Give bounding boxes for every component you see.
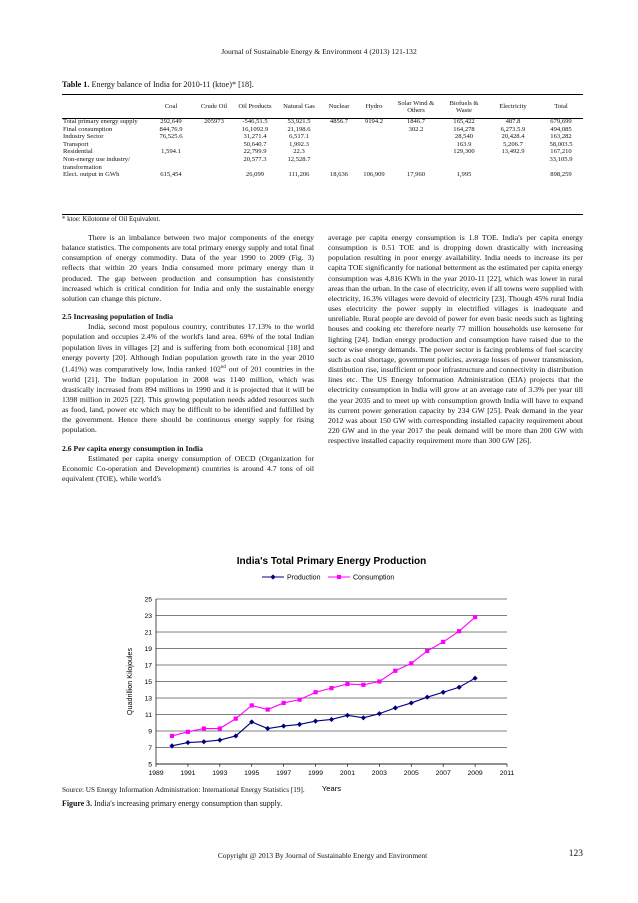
y-tick-label: 25 (144, 596, 152, 604)
data-point-consumption (441, 640, 445, 644)
table-cell: 1,995 (456, 171, 472, 179)
y-tick-label: 19 (144, 646, 152, 653)
data-point-consumption (361, 683, 365, 687)
energy-balance-table (62, 96, 583, 179)
paragraph: Estimated per capita energy consumption of OECD (Organization for Economic Co-operation and Development) countries is around 4.7 tons of oil equivalent (TOE), while world's (62, 453, 314, 483)
table-row (62, 156, 583, 171)
table-caption-text: Energy balance of India for 2010-11 (ktoe)* [18]. (89, 80, 254, 89)
table-row (62, 141, 583, 149)
y-tick-label: 9 (148, 728, 152, 736)
table-cell: 6,273.5.9 (500, 125, 526, 133)
column-header: Hydro (365, 103, 383, 111)
table-cell (391, 156, 441, 171)
y-tick-label: 15 (144, 679, 152, 686)
table-cell: 679,699 (550, 118, 572, 125)
figure-caption-text: India's increasing primary energy consumption than supply. (92, 799, 283, 808)
data-point-production (393, 705, 398, 710)
paragraph-text: out of 201 countries in the world [21]. The Indian population in 2008 was 1140 million, which was drastically increased from 894 millions in 1990 and it is projected that it will be 1398 million in 2025 [22]. This growing population needs added resources such as food, land, power etc which may be difficult to be identified and fulfilled by the government. Hence there should be continuous energy supply for rising population. (62, 364, 314, 435)
table-cell (195, 156, 233, 171)
table-cell (357, 148, 391, 156)
data-point-consumption (297, 698, 301, 702)
paragraph (62, 322, 314, 435)
table-cell: 76,525.6 (159, 133, 183, 141)
section-heading: 2.6 Per capita energy consumption in India (62, 443, 204, 453)
table-cell: 111,206 (288, 171, 310, 179)
figure-caption-label: Figure 3. (62, 799, 93, 808)
data-point-consumption (186, 730, 190, 734)
data-point-production (313, 719, 318, 724)
data-point-consumption (313, 690, 317, 694)
data-point-consumption (409, 661, 413, 665)
series-line-production (172, 678, 475, 746)
column-header: Total (554, 103, 568, 111)
legend-label: Consumption (353, 574, 395, 582)
table-cell: 21,198.6 (287, 125, 311, 133)
table-cell: 487.8 (505, 118, 521, 125)
x-tick-label: 1999 (307, 770, 324, 777)
data-point-production (329, 717, 334, 722)
data-point-consumption (170, 734, 174, 738)
table-cell: 9194.2 (364, 118, 384, 125)
row-label: Non-energy use industry/ transformation (63, 155, 130, 171)
table-cell: 20,577.3 (243, 155, 267, 163)
figure-caption (62, 799, 282, 808)
row-label: Industry Sector (63, 133, 104, 141)
table-cell (321, 156, 357, 171)
table-cell (441, 156, 487, 171)
table-cell: 106,909 (363, 171, 385, 179)
column-header: Electricity (499, 103, 527, 111)
table-cell: 163.9 (456, 140, 472, 148)
paragraph-text: India, second most populous country, contributes 17.13% to the world population and occupies 2.4% of the world's land area. 69% of the total Indian population lives in villages [2] and is suffering from both economical [18] and energy poverty [20]. Although Indian population growth rate in the year 2010 (1.41%) was comparatively low, India ranked 102 (62, 322, 314, 374)
x-tick-label: 1991 (180, 770, 196, 777)
table-cell: 1846.7 (406, 118, 426, 125)
table-cell: 844,76.9 (159, 125, 183, 133)
x-tick-label: 2007 (435, 770, 451, 777)
row-label: Final consumption (63, 125, 113, 133)
data-point-production (441, 690, 446, 695)
right-text-column (328, 233, 583, 446)
page-number: 123 (568, 849, 583, 859)
data-point-consumption (457, 629, 461, 633)
table-cell: 167,210 (550, 148, 572, 156)
table-cell: 615,454 (160, 171, 182, 179)
section-heading: 2.5 Increasing population of India (62, 312, 174, 322)
table-row (62, 126, 583, 134)
copyright-text: Copyright @ 2013 By Journal of Sustainable Energy and Environment (217, 851, 428, 860)
table-header-row (62, 96, 583, 118)
data-point-consumption (377, 679, 381, 683)
y-tick-label: 17 (144, 662, 152, 670)
running-header: Journal of Sustainable Energy & Environment 4 (2013) 121-132 (221, 47, 417, 56)
table-cell: 4856.7 (329, 118, 349, 125)
table-cell: 13,492.9 (501, 148, 525, 156)
table-cell (391, 141, 441, 149)
data-point-consumption (393, 669, 397, 673)
row-label: Elect. output in GWh (63, 171, 120, 179)
table-cell: 58,003.5 (549, 140, 573, 148)
y-tick-label: 13 (144, 695, 152, 703)
data-point-consumption (202, 726, 206, 730)
data-point-production (297, 722, 302, 727)
table-cell: 6,517.1 (289, 133, 309, 141)
table-cell: 164,278 (453, 125, 475, 133)
energy-production-chart (62, 550, 583, 800)
data-point-consumption (218, 726, 222, 730)
table-cell: 33,105.9 (549, 155, 573, 163)
table-cell: 16,1092.9 (241, 125, 269, 133)
table-cell (391, 148, 441, 156)
table-cell (321, 133, 357, 141)
data-point-production (409, 700, 414, 705)
data-point-consumption (234, 717, 238, 721)
row-label: Total primary energy supply (63, 118, 138, 125)
data-point-production (201, 739, 206, 744)
data-point-consumption (473, 615, 477, 619)
y-tick-label: 11 (144, 712, 152, 719)
table-cell: 302.2 (408, 125, 424, 133)
table-cell: 22,799.9 (243, 148, 267, 156)
table-cell (357, 133, 391, 141)
data-point-production (457, 685, 462, 690)
table-cell (321, 148, 357, 156)
table-cell: -546,51.5 (242, 118, 268, 125)
table-cell: 26,099 (245, 171, 265, 179)
y-tick-label: 7 (148, 745, 152, 752)
data-point-consumption (266, 707, 270, 711)
table-cell: 163,282 (550, 133, 572, 141)
table-cell: 50,640.7 (243, 140, 267, 148)
table-row (62, 148, 583, 156)
table-cell (321, 141, 357, 149)
column-header: Coal (164, 103, 178, 111)
table-row (62, 118, 583, 126)
figure-source: Source: US Energy Information Administration: International Energy Statistics [19]. (62, 786, 305, 794)
column-header: Nuclear (328, 103, 350, 111)
table-caption-label: Table 1. (62, 80, 90, 89)
table-cell: 31,271.4 (243, 133, 267, 141)
table-cell (195, 133, 233, 141)
table-cell (357, 126, 391, 134)
table-cell (487, 171, 539, 179)
row-label: Transport (63, 140, 89, 148)
x-tick-label: 1993 (212, 770, 228, 777)
x-tick-label: 2001 (339, 770, 356, 777)
chart-title: India's Total Primary Energy Production (236, 556, 427, 567)
data-point-production (361, 715, 366, 720)
column-header: Solar Wind & Others (397, 99, 435, 114)
table-cell (147, 156, 195, 171)
table-cell (195, 148, 233, 156)
table-cell (487, 156, 539, 171)
data-point-production (217, 737, 222, 742)
data-point-consumption (250, 703, 254, 707)
table-row (62, 133, 583, 141)
table-cell: 17,960 (406, 171, 426, 179)
table-cell: 898,259 (550, 171, 572, 179)
legend-label: Production (287, 574, 321, 582)
table-cell (195, 171, 233, 179)
x-tick-label: 2011 (499, 770, 515, 777)
x-tick-label: 2009 (467, 770, 483, 777)
left-text-column (62, 233, 314, 484)
column-header: Biofuels & Waste (449, 99, 479, 114)
table-cell (357, 141, 391, 149)
legend-marker (270, 574, 275, 579)
table-cell: 12,528.7 (287, 155, 311, 163)
table-cell: 1,594.1 (161, 148, 181, 156)
data-point-consumption (345, 682, 349, 686)
data-point-production (425, 695, 430, 700)
data-point-production (472, 676, 477, 681)
x-tick-label: 1989 (148, 770, 164, 777)
data-point-production (185, 740, 190, 745)
table-row (62, 171, 583, 179)
table-bottom-rule (62, 214, 583, 215)
x-tick-label: 2003 (371, 770, 387, 777)
table-cell (321, 126, 357, 134)
table-cell (391, 133, 441, 141)
data-point-consumption (329, 686, 333, 690)
table-cell: 18,636 (329, 171, 349, 179)
column-header: Oil Products (238, 103, 272, 111)
table-cell (357, 156, 391, 171)
data-point-consumption (425, 649, 429, 653)
table-cell (147, 141, 195, 149)
table-cell: 494,085 (550, 125, 572, 133)
data-point-production (281, 723, 286, 728)
x-tick-label: 1997 (276, 770, 292, 777)
y-axis-title: Quadrillion Kilojoules (125, 647, 134, 716)
x-tick-label: 2005 (403, 770, 419, 777)
table-cell: 129,300 (453, 148, 475, 156)
table-cell: 5,206.7 (503, 140, 523, 148)
y-tick-label: 5 (148, 761, 152, 769)
table-cell: 165,422 (453, 118, 475, 125)
column-header: Natural Gas (283, 103, 315, 111)
x-tick-label: 1995 (244, 770, 260, 777)
table-cell (195, 126, 233, 134)
x-axis-title: Years (321, 784, 342, 793)
table-cell (195, 141, 233, 149)
data-point-production (377, 711, 382, 716)
data-point-production (265, 726, 270, 731)
paragraph: There is an imbalance between two major components of the energy balance statistics. The components are total primary energy supply and total final consumption of energy commodity. Data of the year 1990 to 2009 (Fig. 3) reflects that within 20 years India consumed more primary energy than it produced. The gap between production and consumption has consistently increased which is critical condition for India and only the sustainable energy solution can change this picture. (62, 233, 314, 303)
y-tick-label: 21 (144, 629, 152, 637)
series-line-consumption (172, 617, 475, 736)
ordinal-suffix: nd (220, 364, 226, 370)
table-body (62, 118, 583, 179)
table-cell: 292,649 (160, 118, 182, 125)
row-label: Residential (63, 148, 93, 156)
table-cell: 53,921.5 (287, 118, 311, 125)
table-cell: 22.3 (293, 148, 305, 156)
table-cell: 28,540 (454, 133, 474, 141)
table-caption (62, 80, 254, 89)
table-footnote: * ktoe: Kilotonne of Oil Equivalent. (62, 216, 161, 223)
table-cell: 205973 (204, 118, 224, 125)
page-footer (62, 851, 583, 860)
paragraph: average per capita energy consumption is 1.8 TOE. India's per capita energy consumption is 0.51 TOE and is dropping down drastically with increasing population resulting in poor energy availability. India needs to increase its per capita TOE significantly for national betterment as the estimated per capita energy consumption was 4,816 KWh in the year 2010-11 [22], which was lower in rural areas than the urban. In the case of electricity, even if all towns were supplied with electricity, 16.3% villages were devoid of electricity [23]. Though 45% rural India uses electricity the power supply in electrified villages is inadequate and unreliable. Rural people are devoid of power for even basic needs such as lighting houses and cooking etc therefore nearly 77 million households use kerosene for lighting [24]. Indian energy production and consumption have raised due to the sector wise energy demands. The power sector is facing problems of fuel scarcity such as coal shortage, government policies, average losses of power transmission, distribution rise, insufficient or poor infrastructure and connectivity in distribution lines etc. The US Energy Information Administration (EIA) projects that the electricity consumption in India will grow at an average rate of 3.3% per year till the year 2035 and to meet up with consumption growth India will have to expand its current power generation capacity by 234 GW [25]. Peak demand in the year 2012 was about 150 GW with corresponding installed capacity requirement about 220 GW and in the year 2017 the peak demand will be more than 200 GW with respective installed capacity requirement more than 300 GW [26]. (328, 233, 583, 446)
table-top-rule (62, 94, 583, 95)
data-point-consumption (282, 701, 286, 705)
legend-marker (337, 575, 341, 579)
column-header (62, 96, 147, 118)
data-point-production (345, 713, 350, 718)
table-cell: 1,992.3 (289, 140, 309, 148)
column-header: Crude Oil (200, 103, 228, 111)
table-cell: 20,428.4 (501, 133, 525, 141)
y-tick-label: 23 (144, 613, 152, 620)
